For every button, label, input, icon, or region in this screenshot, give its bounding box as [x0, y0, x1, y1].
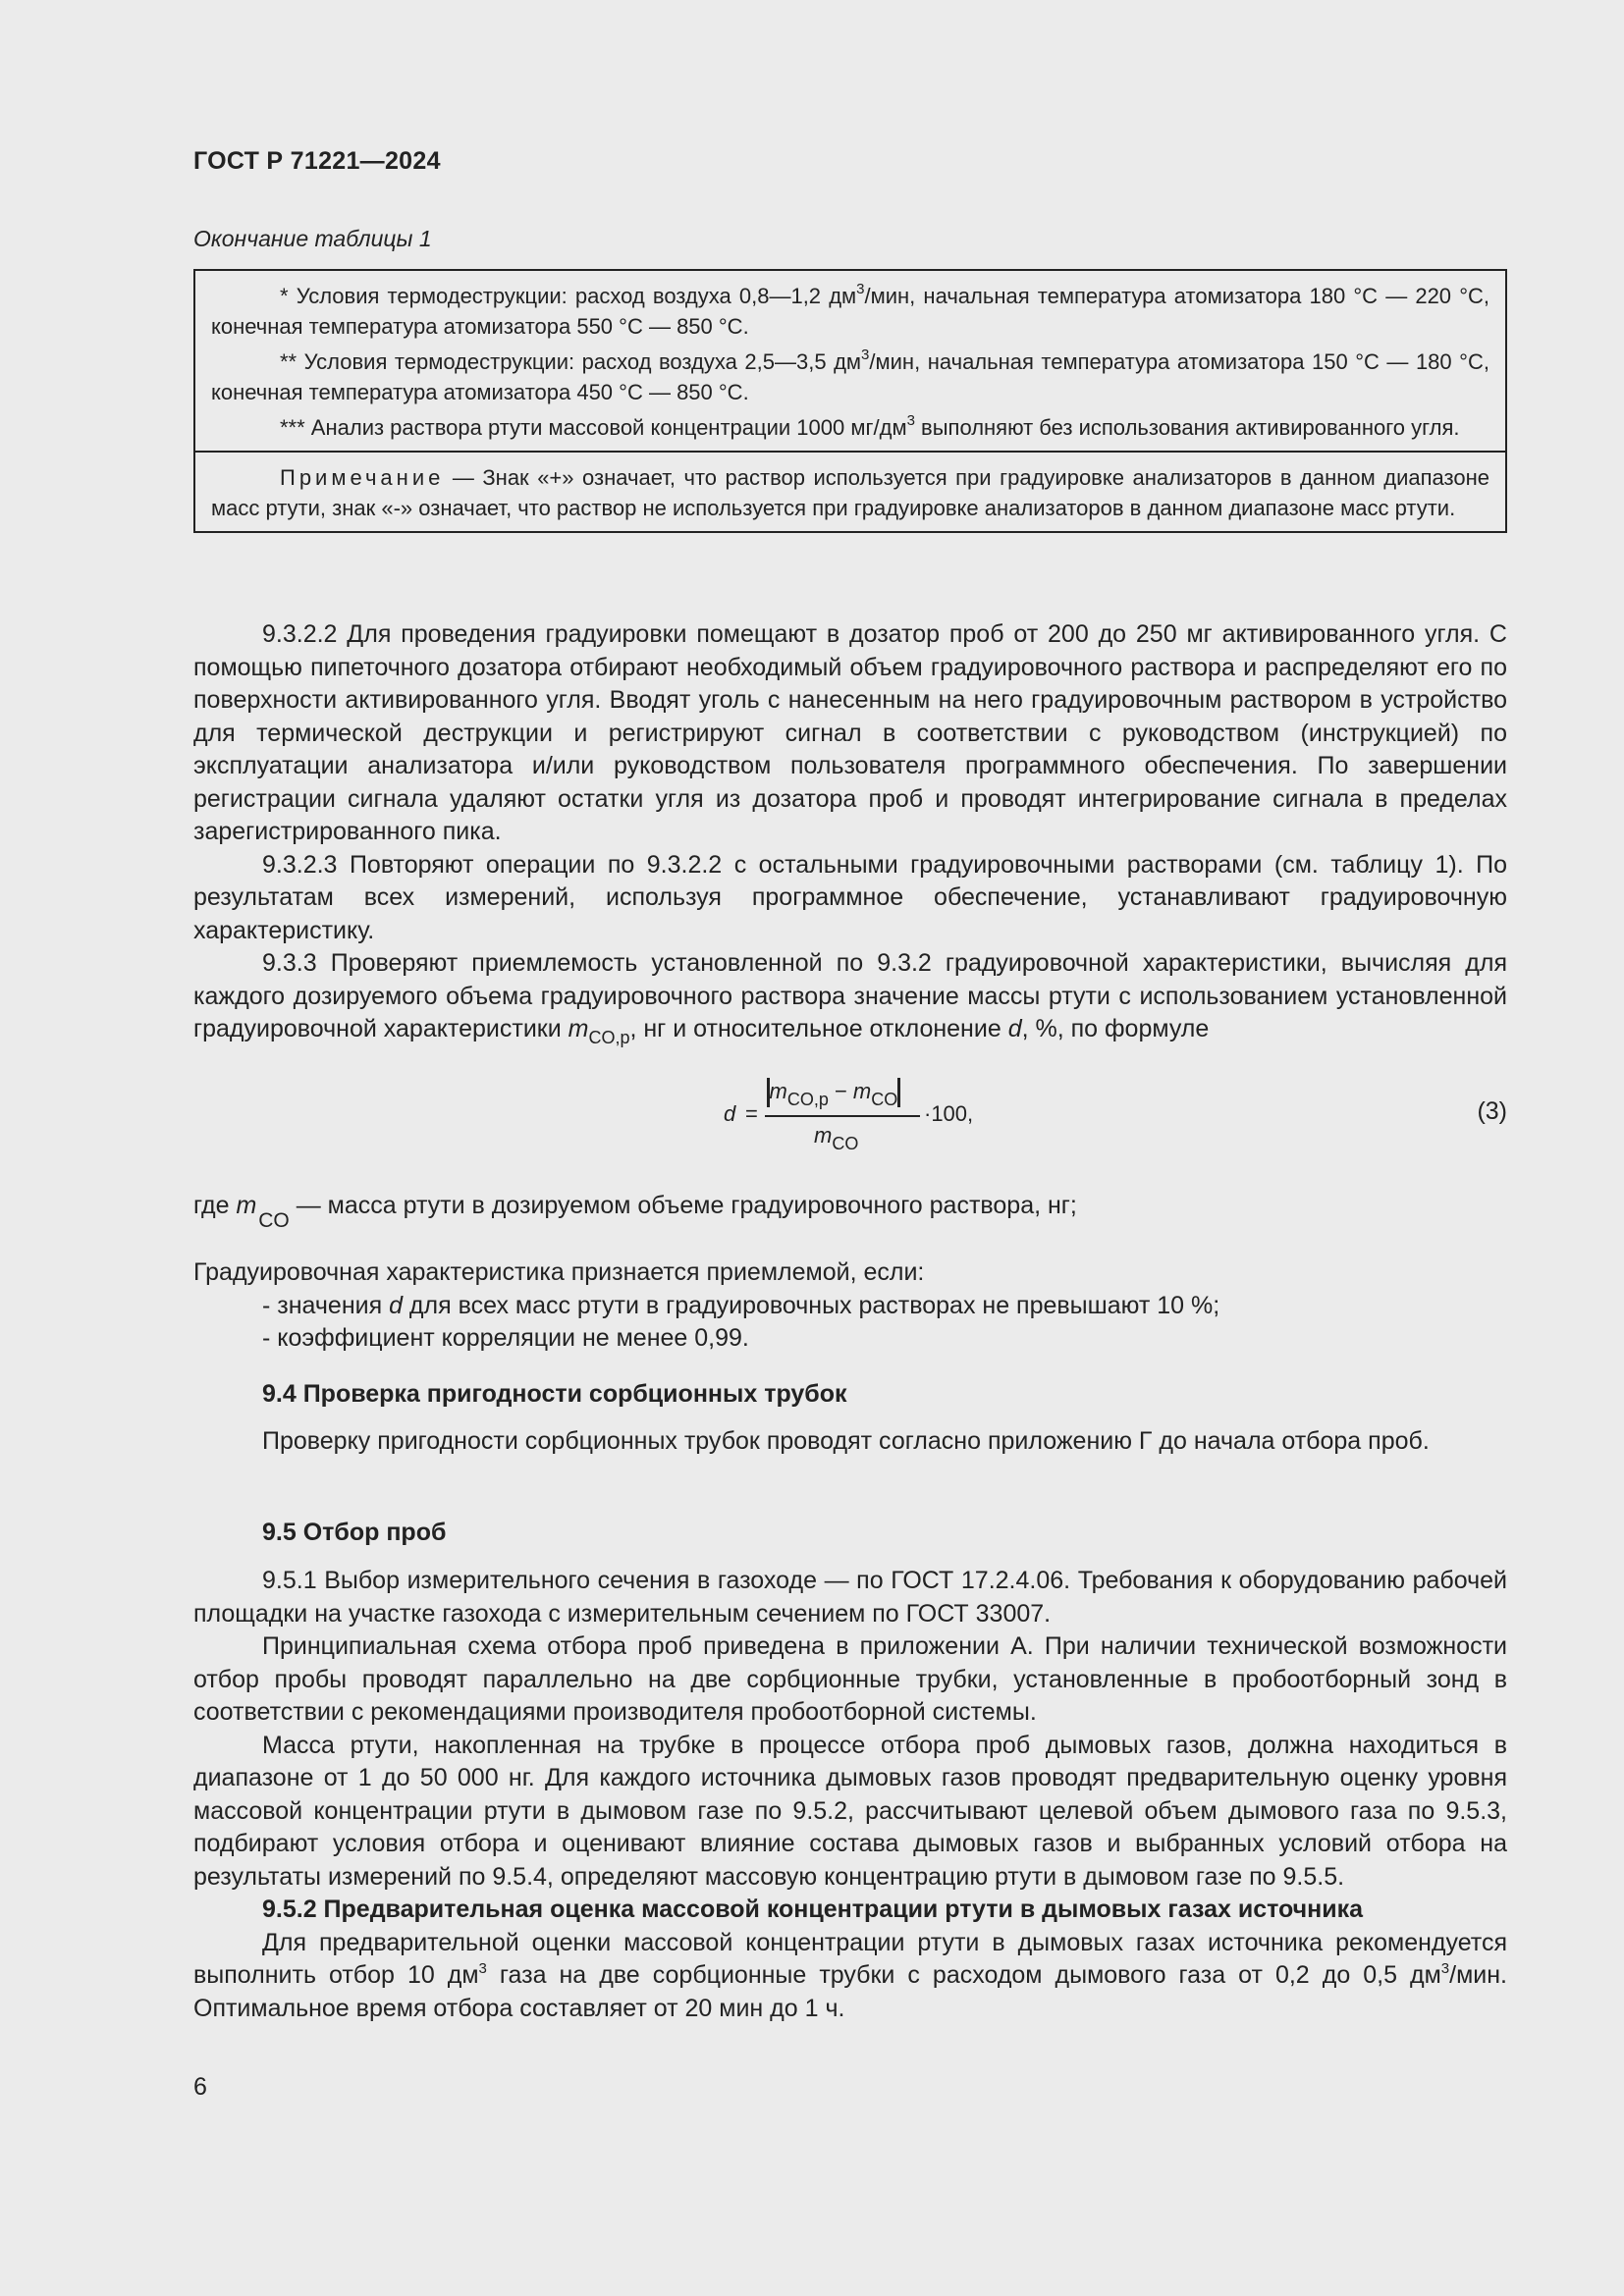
paragraph-9-5-1: 9.5.1 Выбор измерительного сечения в газоходе — по ГОСТ 17.2.4.06. Требования к оборудованию рабочей площадки на участке газохода с измерительным сечением по ГОСТ 33007.	[193, 1567, 1507, 1628]
formula-equals: =	[745, 1101, 758, 1126]
table-footnotes	[195, 271, 1505, 453]
section-9-5-text	[193, 1565, 1507, 2025]
note-label: Примечание	[280, 465, 445, 490]
paragraph-mercury-mass: Масса ртути, накопленная на трубке в процессе отбора проб дымовых газов, должна находиться в диапазоне от 1 до 50 000 нг. Для каждого источника дымовых газов проводят предварительную оценку уровня массовой концентрации ртути в дымовом газе по 9.5.2, рассчитывают целевой объем дымового газа по 9.5.3, подбирают условия отбора и оценивают влияние состава дымовых газов и выбранных условий отбора на результаты измерений по 9.5.4, определяют массовую концентрацию ртути в дымовом газе по 9.5.5.	[193, 1731, 1507, 1891]
formula-denominator: $m_{CO}$	[814, 1123, 859, 1153]
fraction-line	[765, 1115, 920, 1117]
section-heading-9-4: 9.4 Проверка пригодности сорбционных трубок	[262, 1380, 847, 1408]
paragraph-9-5-2: Для предварительной оценки массовой концентрации ртути в дымовых газах источника рекомендуется выполнить отбор 10 $дм^3$ газа на две сорбционные трубки с расходом дымового газа от 0,2 до 0,5 $дм^3$/мин. Оптимальное время отбора составляет от 20 мин до 1 ч.	[193, 1928, 1507, 2022]
table-footnote: *** Анализ раствора ртути массовой концентрации 1000 $мг/дм^3$ выполняют без использования активированного угля.	[280, 412, 1460, 440]
section-heading-9-5: 9.5 Отбор проб	[262, 1519, 447, 1546]
formula-lhs: d	[724, 1101, 736, 1126]
paragraph-9-3-3: 9.3.3 Проверяют приемлемость установленной по 9.3.2 градуировочной характеристики, вычисляя для каждого дозируемого объема градуировочного раствора значение массы ртути с использованием установленной градуировочной характеристики $m_{CO,p}$, нг и относительное отклонение d, %, по формуле	[193, 949, 1507, 1047]
table-continuation	[193, 269, 1507, 533]
document-header-title: ГОСТ Р 71221—2024	[193, 147, 441, 175]
paragraph-sampling-scheme: Принципиальная схема отбора проб приведена в приложении А. При наличии технической возможности отбор пробы проводят параллельно на две сорбционные трубки, установленные в пробоотборный зонд в соответствии с рекомендациями производителя пробоотборной системы.	[193, 1632, 1507, 1726]
formula-multiplier: ·100,	[924, 1101, 974, 1126]
paragraph-9-3-2-3: 9.3.2.3 Повторяют операции по 9.3.2.2 с остальными градуировочными растворами (см. таблицу 1). По результатам всех измерений, используя программное обеспечение, устанавливают градуировочную характеристику.	[193, 850, 1507, 944]
formula-3	[724, 1070, 1018, 1168]
calibration-section	[193, 618, 1507, 1046]
table-note	[195, 453, 1505, 531]
table-caption: Окончание таблицы 1	[193, 226, 432, 251]
page-number: 6	[193, 2073, 207, 2101]
acceptance-criteria	[193, 1256, 1507, 1356]
abs-bar-right	[897, 1078, 900, 1107]
formula-number: (3)	[1477, 1097, 1507, 1125]
note-text: — Знак «+» означает, что раствор используется при градуировке анализаторов в данном диапазоне масс ртути, знак «-» означает, что раствор не используется при градуировке анализаторов в данном диапазоне масс ртути.	[211, 465, 1489, 520]
section-9-4-text: Проверку пригодности сорбционных трубок проводят согласно приложению Г до начала отбора проб.	[262, 1427, 1430, 1455]
section-heading-9-5-2: 9.5.2 Предварительная оценка массовой концентрации ртути в дымовых газах источника	[262, 1896, 1364, 1923]
formula-where: где $m_{CO}$ — масса ртути в дозируемом объеме градуировочного раствора, нг;	[193, 1192, 1077, 1232]
formula-numerator: $m_{CO,p} - m_{CO}$	[767, 1078, 900, 1107]
list-item: - значения d для всех масс ртути в градуировочных растворах не превышают 10 %;	[262, 1291, 1220, 1319]
list-item: - коэффициент корреляции не менее 0,99.	[262, 1324, 749, 1352]
table-footnote: ** Условия термодеструкции: расход воздуха 2,5—3,5 $дм^3$/мин, начальная температура атомизатора 150 °С — 180 °С, конечная температура атомизатора 450 °С — 850 °С.	[211, 347, 1489, 404]
table-footnote: * Условия термодеструкции: расход воздуха 0,8—1,2 $дм^3$/мин, начальная температура атомизатора 180 °С — 220 °С, конечная температура атомизатора 550 °С — 850 °С.	[211, 281, 1489, 339]
paragraph-9-3-2-2: 9.3.2.2 Для проведения градуировки помещают в дозатор проб от 200 до 250 мг активированного угля. С помощью пипеточного дозатора отбирают необходимый объем градуировочного раствора и распределяют его по поверхности активированного угля. Вводят уголь с нанесенным на него градуировочным раствором в устройство для термической деструкции и регистрируют сигнал в соответствии с руководством (инструкцией) по эксплуатации анализатора и/или руководством пользователя программного обеспечения. По завершении регистрации сигнала удаляют остатки угля из дозатора проб и проводят интегрирование сигнала в пределах зарегистрированного пика.	[193, 620, 1507, 845]
acceptance-intro: Градуировочная характеристика признается приемлемой, если:	[193, 1258, 925, 1286]
